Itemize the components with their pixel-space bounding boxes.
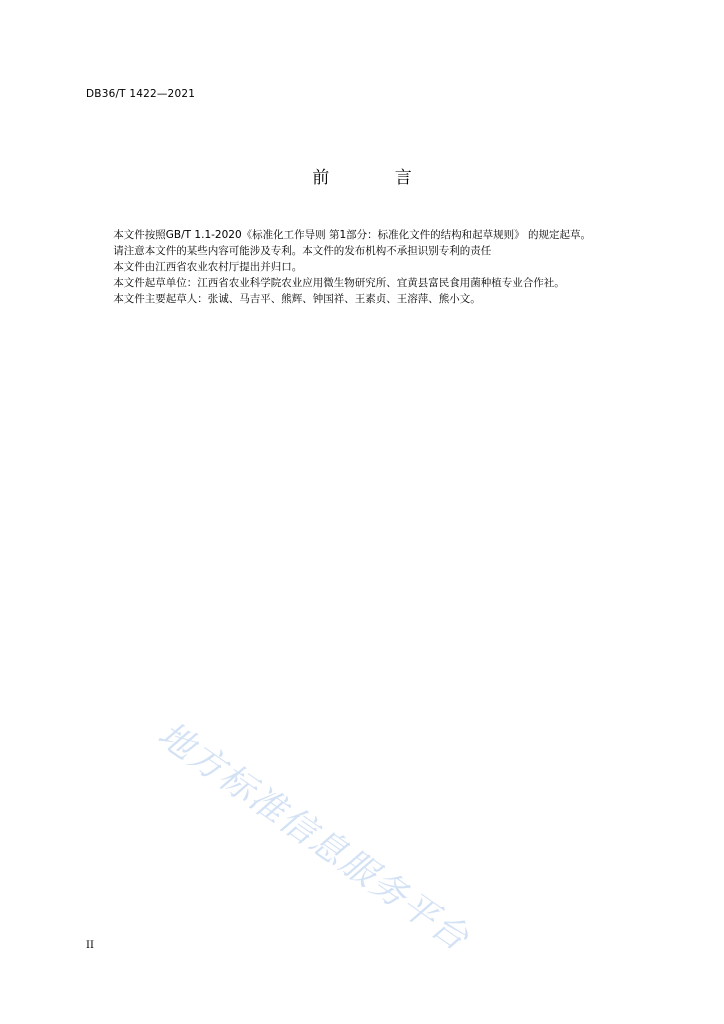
section-title: 前 言 <box>312 168 442 188</box>
foreword-body <box>86 227 658 307</box>
paragraph-drafting-units: 本文件起草单位：江西省农业科学院农业应用微生物研究所、宜黄县富民食用菌种植专业合作社。 <box>113 277 565 289</box>
page-number: II <box>86 940 94 951</box>
document-code: DB36/T 1422—2021 <box>86 88 196 100</box>
paragraph-patent-notice: 请注意本文件的某些内容可能涉及专利。本文件的发布机构不承担识别专利的责任 <box>113 245 492 257</box>
paragraph-drafters: 本文件主要起草人：张诚、马吉平、熊辉、钟国祥、王素贞、王溶萍、熊小文。 <box>113 293 481 305</box>
watermark: 地方标准信息服务平台 <box>150 714 477 960</box>
paragraph-drafting-rules: 本文件按照GB/T 1.1-2020《标准化工作导则 第1部分：标准化文件的结构和起草规则》 的规定起草。 <box>113 229 591 241</box>
paragraph-proposer: 本文件由江西省农业农村厅提出并归口。 <box>113 261 303 273</box>
